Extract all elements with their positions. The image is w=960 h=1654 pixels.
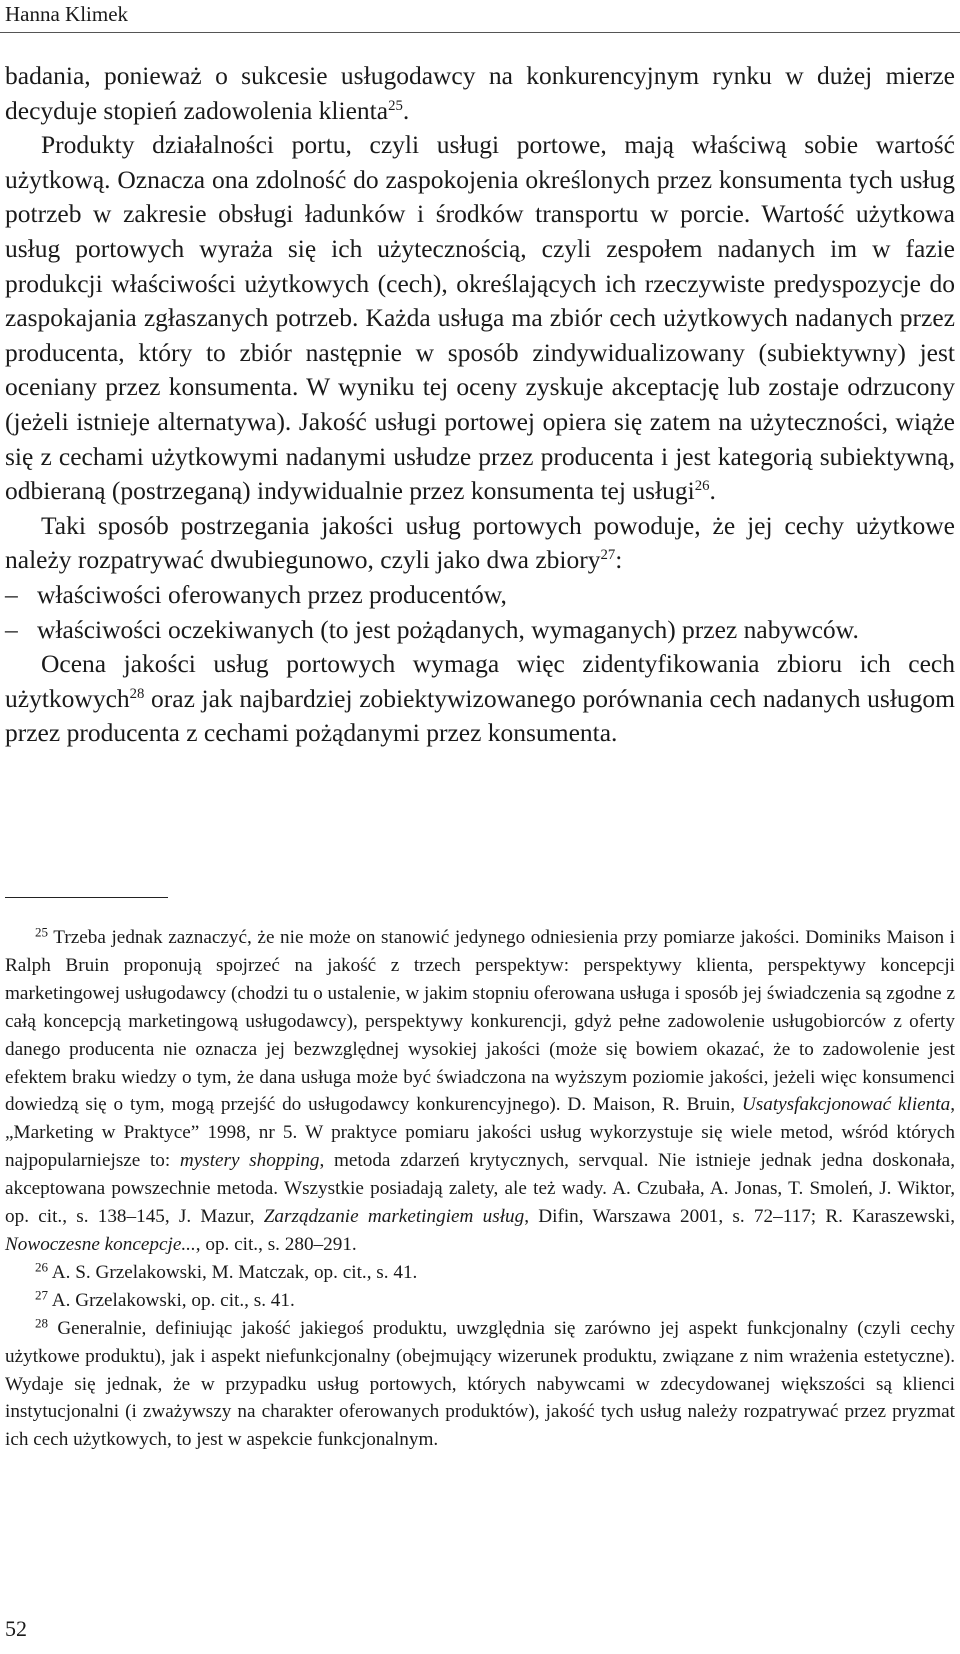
footnote-title: Zarządzanie marketingiem usług — [263, 1206, 525, 1228]
footnote-text: , op. cit., s. 280–291. — [195, 1233, 357, 1255]
paragraph-3 — [5, 509, 955, 578]
main-text — [5, 59, 955, 751]
list-item: – właściwości oferowanych przez producentów, — [5, 578, 955, 613]
footnote-text: A. Grzelakowski, op. cit., s. 41. — [48, 1289, 295, 1311]
paragraph-2-end: . — [709, 476, 716, 506]
footnotes — [5, 924, 955, 1454]
footnote-title: Usatysfakcjonować klienta — [741, 1094, 951, 1116]
footnote-text: , metoda zdarzeń krytycznych, servqual. Nie istnieje jednak jedna doskonała, akceptowana powszechnie metoda. Wszystkie posiadają zalety, ale też wady. A. Czubała, A. Jonas, T. Smoleń, J. Wiktor, op. cit., s. 138–145, J. Mazur, — [5, 1150, 955, 1228]
footnote-separator — [5, 897, 168, 898]
footnote-26 — [5, 1259, 955, 1287]
dash-list — [5, 578, 955, 647]
footnote-number: 27 — [35, 1287, 49, 1303]
footnote-ref-27[interactable]: 27 — [600, 547, 616, 564]
footnote-number: 28 — [35, 1315, 49, 1331]
paragraph-2 — [5, 128, 955, 509]
running-head-author: Hanna Klimek — [5, 2, 129, 26]
paragraph-3-text: Taki sposób postrzegania jakości usług portowych powoduje, że jej cechy użytkowe należy rozpatrywać dwubiegunowo, czyli jako dwa zbiory — [5, 510, 955, 575]
paragraph-1-text: badania, ponieważ o sukcesie usługodawcy na konkurencyjnym rynku w dużej mierze decyduje stopień zadowolenia klienta — [5, 61, 955, 125]
paragraph-4-rest: oraz jak najbardziej zobiektywizowanego porównania cech nadanych usługom przez producenta z cechami pożądanymi przez konsumenta. — [5, 683, 955, 748]
footnote-number: 26 — [35, 1259, 49, 1275]
list-item: – właściwości oczekiwanych (to jest pożądanych, wymaganych) przez nabywców. — [5, 613, 955, 648]
paragraph-1-end: . — [402, 95, 410, 125]
footnote-text: Trzeba jednak zaznaczyć, że nie może on stanowić jedynego odniesienia przy pomiarze jakości. Dominiks Maison i Ralph Bruin proponują spojrzeć na jakość z trzech perspektyw: perspektywy klienta, perspektywy koncepcji marketingowej usługodawcy (chodzi tu o ustalenie, w jakim stopniu oferowana usługa i sposób jej świadczenia są zgodne z całą koncepcją marketingową usługodawcy), perspektywy konkurencji, gdyż pełne zadowolenie usługobiorców z oferty danego producenta nie oznacza jej bezwzględnej wysokiej jakości (może się bowiem okazać, że to zadowolenie jest efektem braku wiedzy o tym, że dana usługa może być świadczona na wyższym poziomie jakości, jeżeli więc konsumenci dowiedzą się o tym, mogą przejść do usługodawcy konkurencyjnego). D. Maison, R. Bruin, — [5, 927, 955, 1116]
paragraph-4 — [5, 647, 955, 751]
paragraph-3-end: : — [615, 545, 623, 575]
footnote-text: A. S. Grzelakowski, M. Matczak, op. cit., s. 41. — [48, 1261, 418, 1283]
footnote-28 — [5, 1315, 955, 1455]
footnote-term: mystery shopping — [179, 1150, 320, 1172]
footnote-text: , Difin, Warszawa 2001, s. 72–117; R. Karaszewski, — [524, 1206, 956, 1228]
footnote-ref-26[interactable]: 26 — [694, 477, 710, 494]
paragraph-2-text: Produkty działalności portu, czyli usługi portowe, mają właściwą sobie wartość użytkową. Oznacza ona zdolność do zaspokojenia określonych przez konsumenta tych usług potrzeb w zakresie obsługi ładunków i środków transportu w porcie. Wartość użytkowa usług portowych wyraża się ich użytecznością, czyli zespołem nadanych im w fazie produkcji właściwości użytkowych (cech), określających ich rzeczywiste predyspozycje do zaspokajania zgłaszanych potrzeb. Każda usługa ma zbiór cech użytkowych nadanych przez producenta, który to zbiór następnie w sposób zindywidualizowany (subiektywny) jest oceniany przez konsumenta. W wyniku tej oceny zyskuje akceptację lub zostaje odrzucony (jeżeli istnieje alternatywa). Jakość usługi portowej opiera się zatem na użyteczności, wiąże się z cechami użytkowymi nadanymi usłudze przez producenta i jest kategorią subiektywną, odbieraną (postrzeganą) indywidualnie przez konsumenta tej usługi — [5, 130, 955, 506]
footnote-27 — [5, 1287, 955, 1315]
paragraph-1 — [5, 59, 955, 128]
footnote-title: Nowoczesne koncepcje... — [5, 1233, 196, 1255]
footnote-text: , „Marketing w Praktyce” 1998, nr 5. W praktyce pomiaru jakości usług wykorzystuje się wiele metod, wśród których najpopularniejsze to: — [5, 1094, 955, 1172]
footnote-ref-28[interactable]: 28 — [129, 685, 145, 702]
paragraph-4-text: Ocena jakości usług portowych wymaga więc zidentyfikowania zbioru ich cech użytkowych — [5, 649, 955, 713]
footnote-25 — [5, 924, 955, 1259]
header-rule — [0, 32, 960, 33]
footnote-text: Generalnie, definiując jakość jakiegoś produktu, uwzględnia się zarówno jej aspekt funkcjonalny (czyli cechy użytkowe produktu), jak i aspekt niefunkcjonalny (obejmujący wizerunek produktu, związane z nim wrażenia estetyczne). Wydaje się jednak, że w przypadku usług portowych, których nabywcami w zdecydowanej większości są klienci instytucjonalni (i zważywszy na charakter oferowanych produktów), jakość tych usług należy rozpatrywać przez pryzmat ich cech użytkowych, to jest w aspekcie funkcjonalnym. — [5, 1317, 955, 1451]
footnote-ref-25[interactable]: 25 — [388, 97, 403, 114]
page-number: 52 — [5, 1616, 27, 1641]
footnote-number: 25 — [35, 924, 49, 940]
